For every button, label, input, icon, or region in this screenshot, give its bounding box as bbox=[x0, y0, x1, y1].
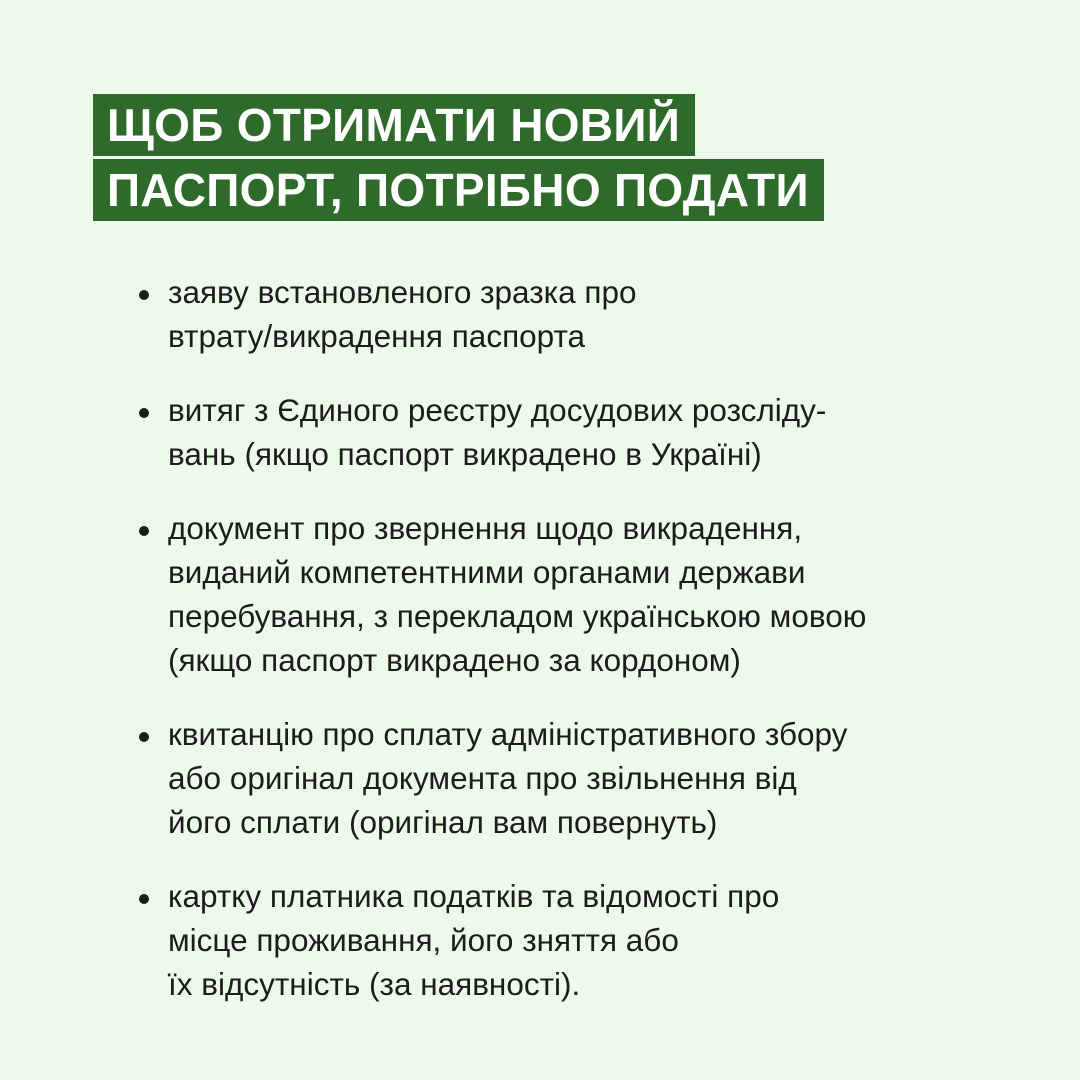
requirements-list bbox=[137, 270, 1037, 1036]
list-item-text: їх відсутність (за наявності). bbox=[168, 966, 581, 1002]
list-item-registry-extract bbox=[137, 388, 1037, 476]
list-item-text: квитанцію про сплату адміністративного збору bbox=[168, 716, 848, 752]
list-item-text: заяву встановленого зразка про bbox=[168, 274, 637, 310]
page-title bbox=[93, 94, 824, 221]
list-item-text: (якщо паспорт викрадено за кордоном) bbox=[168, 642, 741, 678]
list-item-text: перебування, з перекладом українською мовою bbox=[168, 598, 867, 634]
title-line-2: ПАСПОРТ, ПОТРІБНО ПОДАТИ bbox=[93, 159, 824, 221]
title-line-1: ЩОБ ОТРИМАТИ НОВИЙ bbox=[93, 94, 695, 156]
list-item-tax-card bbox=[137, 874, 1037, 1006]
bullet-icon bbox=[139, 526, 149, 536]
list-item-text: або оригінал документа про звільнення від bbox=[168, 760, 797, 796]
list-item-text: виданий компетентними органами держави bbox=[168, 554, 806, 590]
list-item-fee-receipt bbox=[137, 712, 1037, 844]
bullet-icon bbox=[139, 894, 149, 904]
bullet-icon bbox=[139, 408, 149, 418]
list-item-text: витяг з Єдиного реєстру досудових розсліду- bbox=[168, 392, 827, 428]
list-item-text: документ про звернення щодо викрадення, bbox=[168, 510, 803, 546]
list-item-foreign-document bbox=[137, 506, 1037, 682]
list-item-text: вань (якщо паспорт викрадено в Україні) bbox=[168, 436, 762, 472]
list-item-text: його сплати (оригінал вам повернуть) bbox=[168, 804, 718, 840]
list-item-text: місце проживання, його зняття або bbox=[168, 922, 679, 958]
list-item-text: картку платника податків та відомості про bbox=[168, 878, 780, 914]
bullet-icon bbox=[139, 290, 149, 300]
list-item-application bbox=[137, 270, 1037, 358]
list-item-text: втрату/викрадення паспорта bbox=[168, 318, 586, 354]
bullet-icon bbox=[139, 732, 149, 742]
